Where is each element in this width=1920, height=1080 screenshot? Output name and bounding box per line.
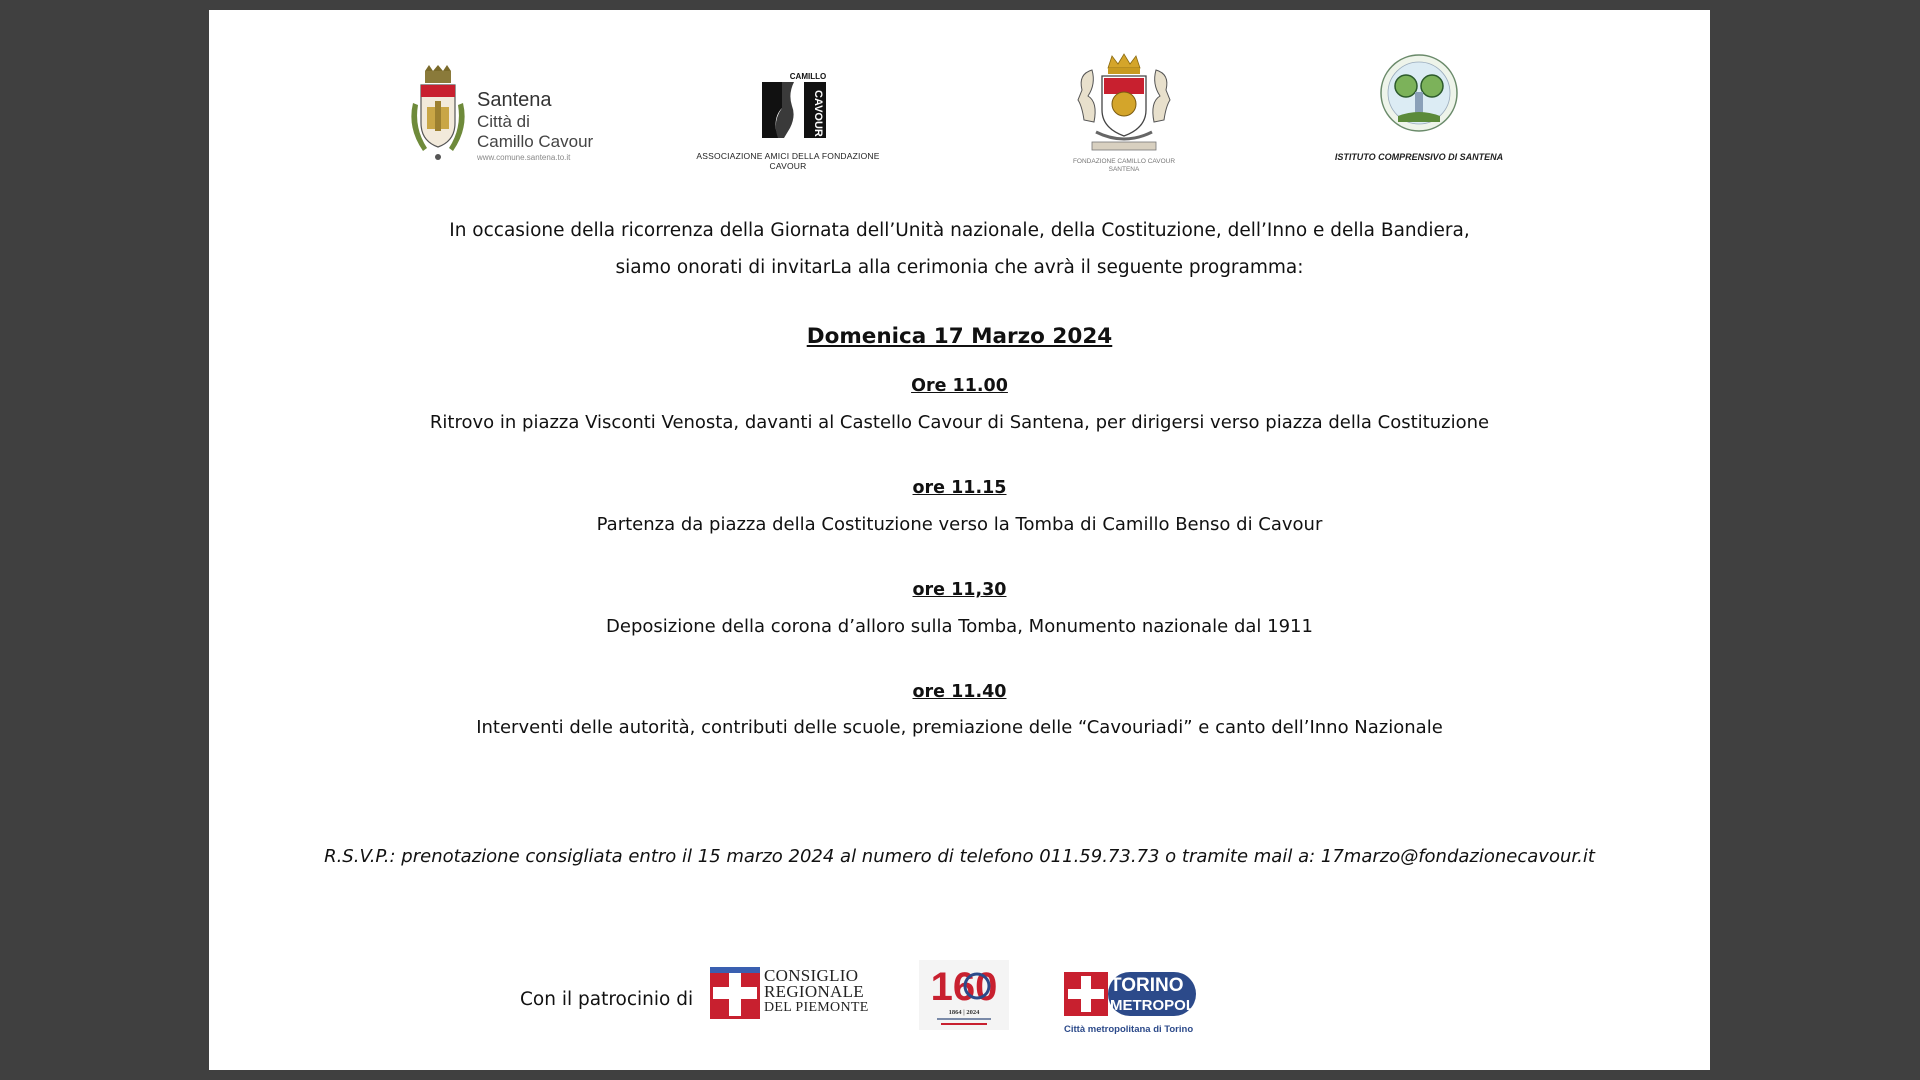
santena-url: www.comune.santena.to.it — [477, 153, 571, 162]
anniversary-number: 160 — [930, 965, 998, 1009]
program-description-3: Deposizione della corona d’alloro sulla Tomba, Monumento nazionale dal 1911 — [606, 616, 1313, 637]
santena-subtitle-line2: Camillo Cavour — [477, 132, 594, 151]
anniversary-160-icon — [919, 960, 1009, 1030]
fondazione-cavour-logo — [1049, 50, 1199, 180]
program-description-2: Partenza da piazza della Costituzione verso la Tomba di Camillo Benso di Cavour — [596, 514, 1323, 535]
torino-metropoli-icon — [1064, 970, 1199, 1022]
program-time-3: ore 11,30 — [912, 580, 1007, 600]
cavour-silhouette-icon — [760, 72, 830, 142]
anniversary-160-logo — [919, 960, 1009, 1030]
program-time-4: ore 11.40 — [912, 682, 1007, 702]
santena-subtitle — [477, 112, 593, 152]
consiglio-line3: DEL PIEMONTE — [764, 1000, 869, 1015]
amici-mark-side: CAVOUR — [812, 90, 824, 137]
consiglio-line2: REGIONALE — [764, 982, 864, 1001]
amici-fondazione-logo — [688, 60, 888, 170]
program-description-4: Interventi delle autorità, contributi delle scuole, premiazione delle “Cavouriadi” e canto dell’Inno Nazionale — [476, 717, 1443, 738]
fondazione-caption-line2: SANTENA — [1108, 166, 1140, 173]
santena-crest-icon — [405, 63, 471, 163]
torino-line1: TORINO — [1110, 975, 1184, 996]
program-time-2: ore 11.15 — [912, 478, 1007, 498]
intro-line-1: In occasione della ricorrenza della Giornata dell’Unità nazionale, della Costituzione, dell’Inno e della Bandiera, — [449, 220, 1470, 241]
consiglio-text — [764, 968, 869, 1016]
torino-line2: METROPOLI — [1110, 997, 1199, 1014]
event-date: Domenica 17 Marzo 2024 — [806, 324, 1113, 349]
istituto-comprensivo-logo — [1319, 52, 1509, 172]
piemonte-cross-icon — [710, 967, 760, 1019]
amici-caption: ASSOCIAZIONE AMICI DELLA FONDAZIONE CAVOUR — [696, 151, 880, 171]
program-description-1: Ritrovo in piazza Visconti Venosta, davanti al Castello Cavour di Santena, per dirigersi verso piazza della Costituzione — [429, 412, 1490, 433]
program-time-1: Ore 11.00 — [911, 376, 1008, 396]
rsvp-line: R.S.V.P.: prenotazione consigliata entro il 15 marzo 2024 al numero di telefono 011.59.73.73 o tramite mail a: 17marzo@fondazionecavour.it — [324, 846, 1595, 867]
fondazione-caption-line1: FONDAZIONE CAMILLO CAVOUR — [1072, 158, 1176, 165]
fondazione-crest-icon — [1074, 50, 1174, 155]
istituto-emblem-icon — [1378, 52, 1460, 142]
torino-caption: Città metropolitana di Torino — [1064, 1024, 1194, 1035]
consiglio-regionale-logo — [710, 967, 870, 1019]
patrocinio-label: Con il patrocinio di — [520, 989, 694, 1010]
fondazione-caption — [1049, 158, 1199, 174]
santena-name: Santena — [477, 89, 552, 111]
santena-logo — [405, 63, 615, 163]
intro-line-2: siamo onorati di invitarLa alla cerimonia che avrà il seguente programma: — [615, 257, 1304, 278]
invitation-page — [209, 10, 1710, 1070]
amici-mark-top: CAMILLO — [789, 72, 827, 81]
santena-subtitle-line1: Città di — [477, 112, 530, 131]
anniversary-years: 1864 | 2024 — [948, 1009, 980, 1016]
consiglio-line1: CONSIGLIO — [764, 966, 859, 985]
torino-metropoli-logo — [1064, 970, 1199, 1036]
istituto-caption: ISTITUTO COMPRENSIVO DI SANTENA — [1334, 152, 1504, 162]
